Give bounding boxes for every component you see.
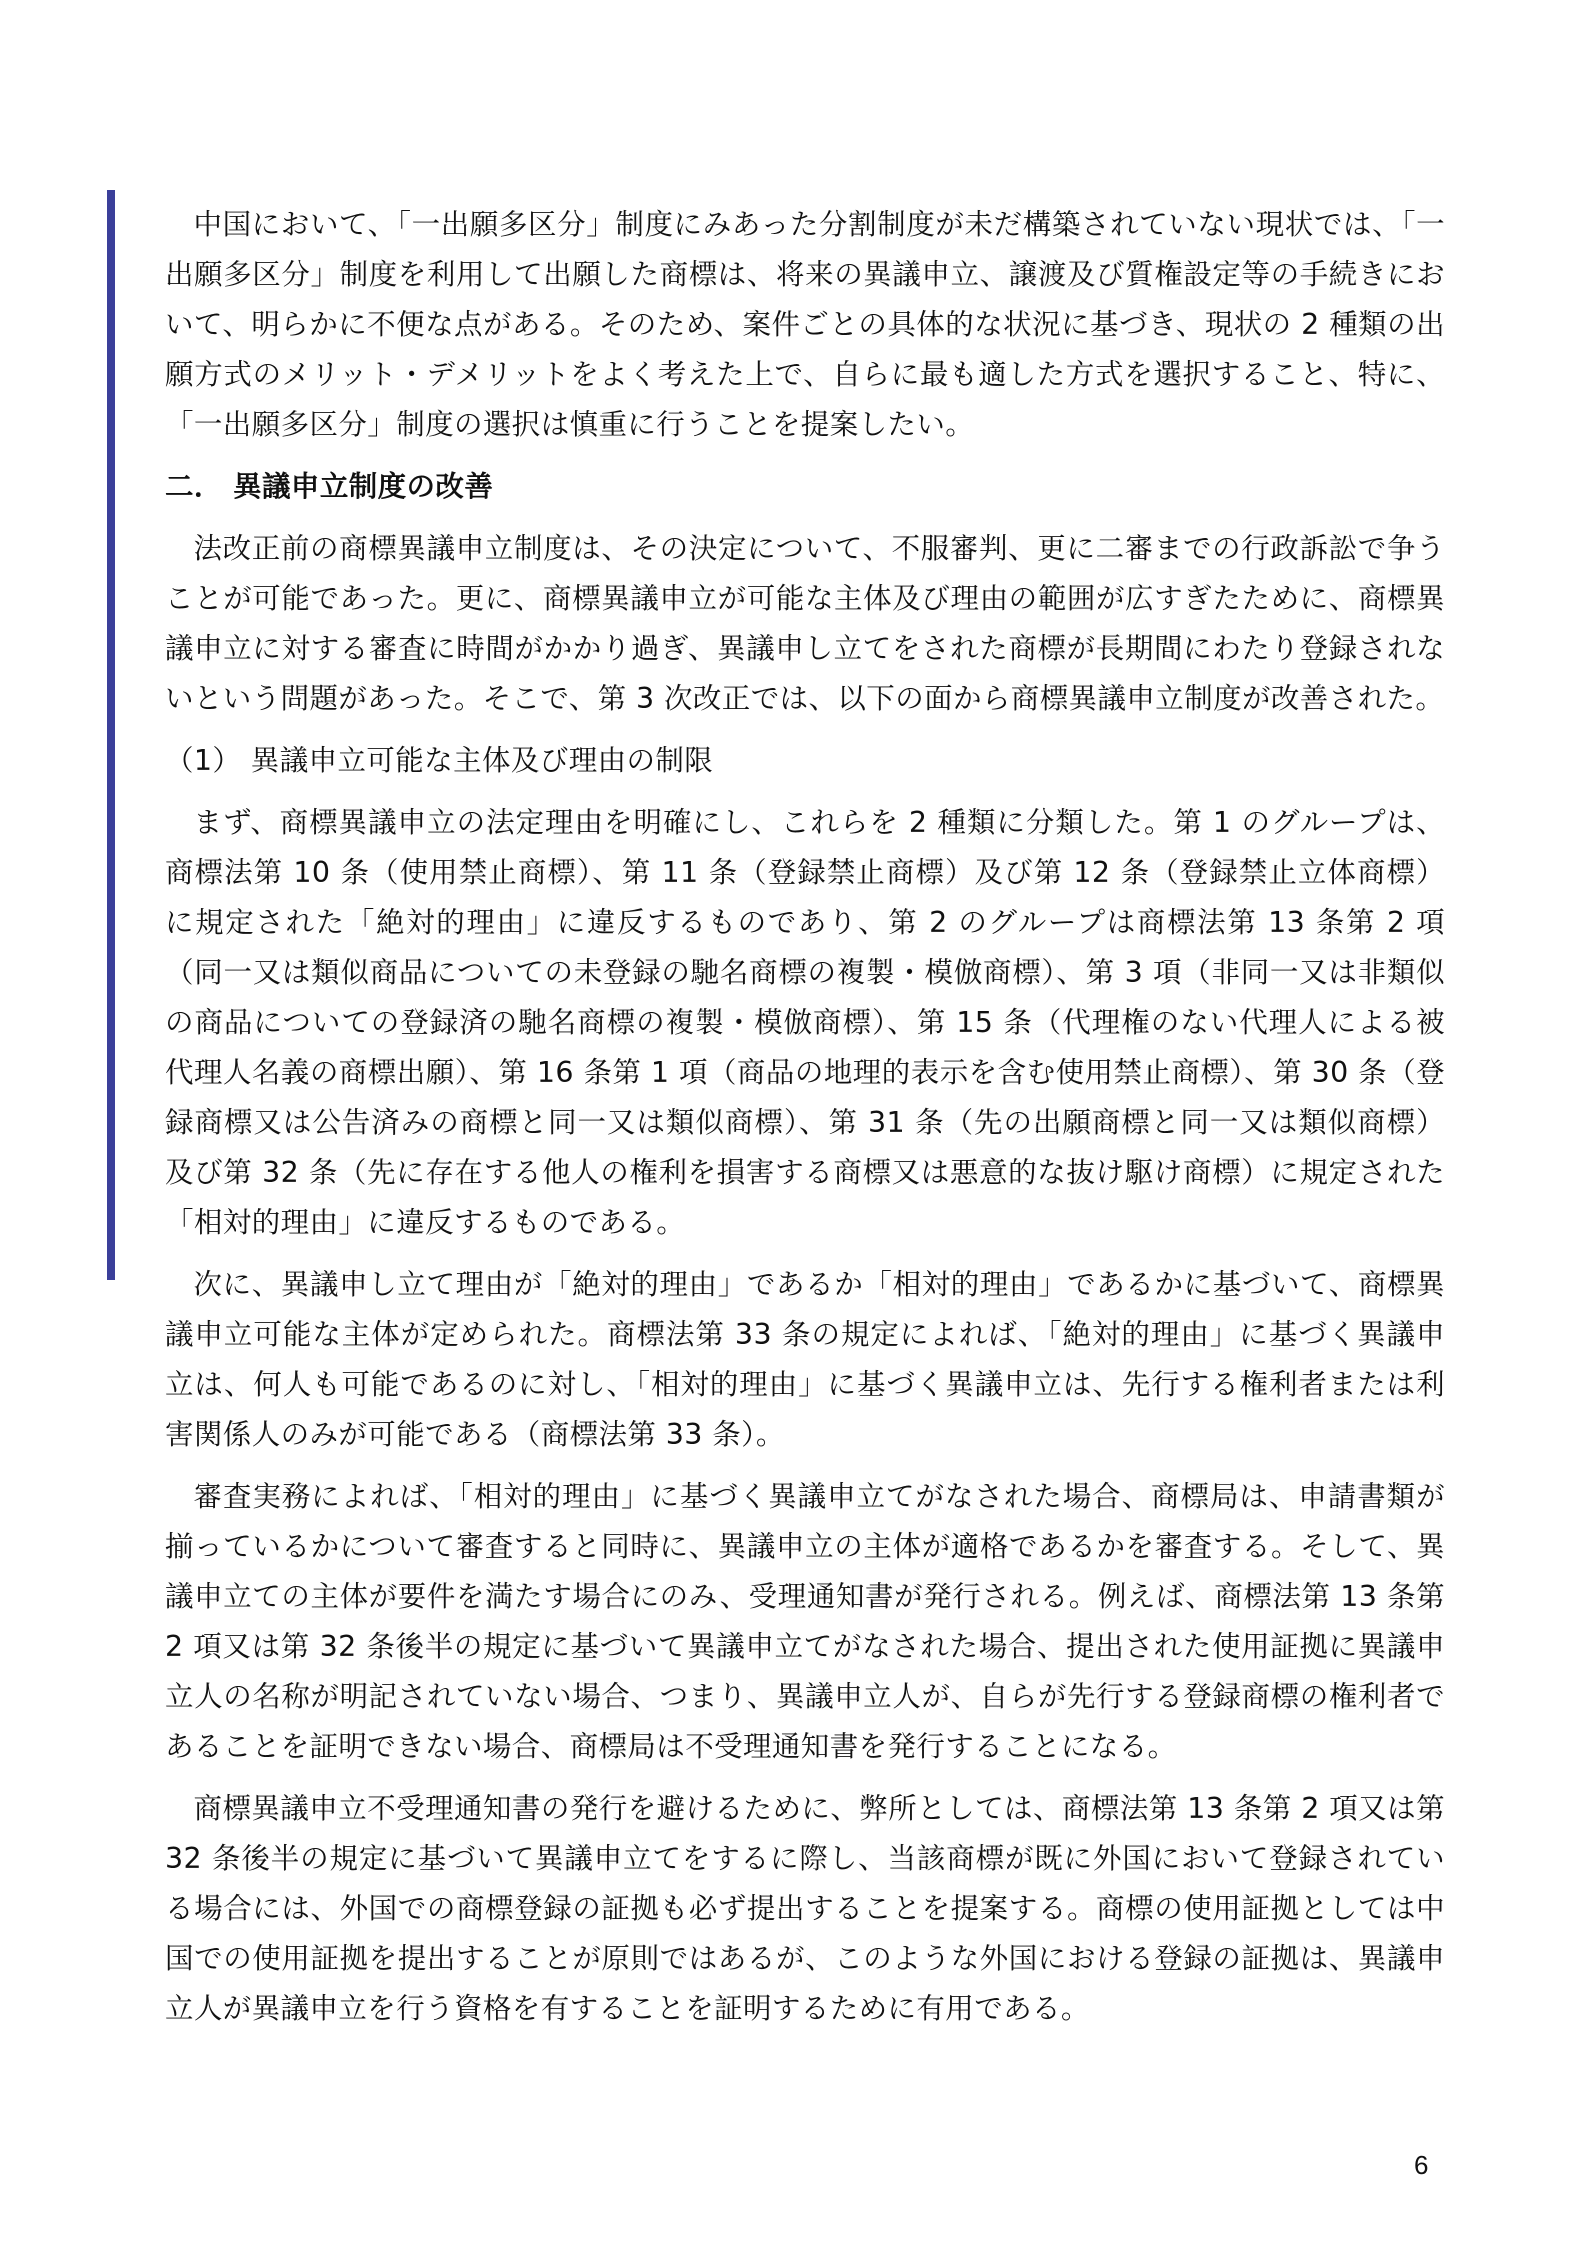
page-number: 6 xyxy=(1414,2150,1429,2180)
section-heading-opposition: 二． 異議申立制度の改善 xyxy=(165,470,494,503)
subsection-heading-restrictions: （1） 異議申立可能な主体及び理由の制限 xyxy=(165,744,714,777)
left-accent-bar xyxy=(107,190,115,1280)
paragraph-eligible-parties: 次に、異議申し立て理由が「絶対的理由」であるか「相対的理由」であるかに基づいて、商標異議申立可能な主体が定められた。商標法第 33 条の規定によれば、「絶対的理由」に基づく異議申立は、何人も可能であるのに対し、「相対的理由」に基づく異議申立は、先行する権利者または利害関係人のみが可能である（商標法第 33 条）。 xyxy=(165,1268,1445,1451)
document-body xyxy=(165,200,1455,2046)
paragraph-recommendation: 商標異議申立不受理通知書の発行を避けるために、弊所としては、商標法第 13 条第 2 項又は第 32 条後半の規定に基づいて異議申立てをするに際し、当該商標が既に外国において登録されている場合には、外国での商標登録の証拠も必ず提出することを提案する。商標の使用証拠としては中国での使用証拠を提出することが原則ではあるが、このような外国における登録の証拠は、異議申立人が異議申立を行う資格を有することを証明するために有用である。 xyxy=(165,1792,1455,2025)
paragraph-multi-class-filing: 中国において、「一出願多区分」制度にみあった分割制度が未だ構築されていない現状では、「一出願多区分」制度を利用して出願した商標は、将来の異議申立、譲渡及び質権設定等の手続きにおいて、明らかに不便な点がある。そのため、案件ごとの具体的な状況に基づき、現状の 2 種類の出願方式のメリット・デメリットをよく考えた上で、自らに最も適した方式を選択すること、特に、「一出願多区分」制度の選択は慎重に行うことを提案したい。 xyxy=(165,208,1445,441)
paragraph-examination-practice: 審査実務によれば、「相対的理由」に基づく異議申立てがなされた場合、商標局は、申請書類が揃っているかについて審査すると同時に、異議申立の主体が適格であるかを審査する。そして、異議申立ての主体が要件を満たす場合にのみ、受理通知書が発行される。例えば、商標法第 13 条第 2 項又は第 32 条後半の規定に基づいて異議申立てがなされた場合、提出された使用証拠に異議申立人の名称が明記されていない場合、つまり、異議申立人が、自らが先行する登録商標の権利者であることを証明できない場合、商標局は不受理通知書を発行することになる。 xyxy=(165,1480,1455,1763)
paragraph-grounds-classification: まず、商標異議申立の法定理由を明確にし、これらを 2 種類に分類した。第 1 のグループは、商標法第 10 条（使用禁止商標）、第 11 条（登録禁止商標）及び第 12 条（登録禁止立体商標）に規定された「絶対的理由」に違反するものであり、第 2 のグループは商標法第 13 条第 2 項（同一又は類似商品についての未登録の馳名商標の複製・模倣商標）、第 3 項（非同一又は非類似の商品についての登録済の馳名商標の複製・模倣商標）、第 15 条（代理権のない代理人による被代理人名義の商標出願）、第 16 条第 1 項（商品の地理的表示を含む使用禁止商標）、第 30 条（登録商標又は公告済みの商標と同一又は類似商標）、第 31 条（先の出願商標と同一又は類似商標）及び第 32 条（先に存在する他人の権利を損害する商標又は悪意的な抜け駆け商標）に規定された「相対的理由」に違反するものである。 xyxy=(165,806,1445,1239)
paragraph-opposition-background: 法改正前の商標異議申立制度は、その決定について、不服審判、更に二審までの行政訴訟で争うことが可能であった。更に、商標異議申立が可能な主体及び理由の範囲が広すぎたために、商標異議申立に対する審査に時間がかかり過ぎ、異議申し立てをされた商標が長期間にわたり登録されないという問題があった。そこで、第 3 次改正では、以下の面から商標異議申立制度が改善された。 xyxy=(165,532,1445,715)
